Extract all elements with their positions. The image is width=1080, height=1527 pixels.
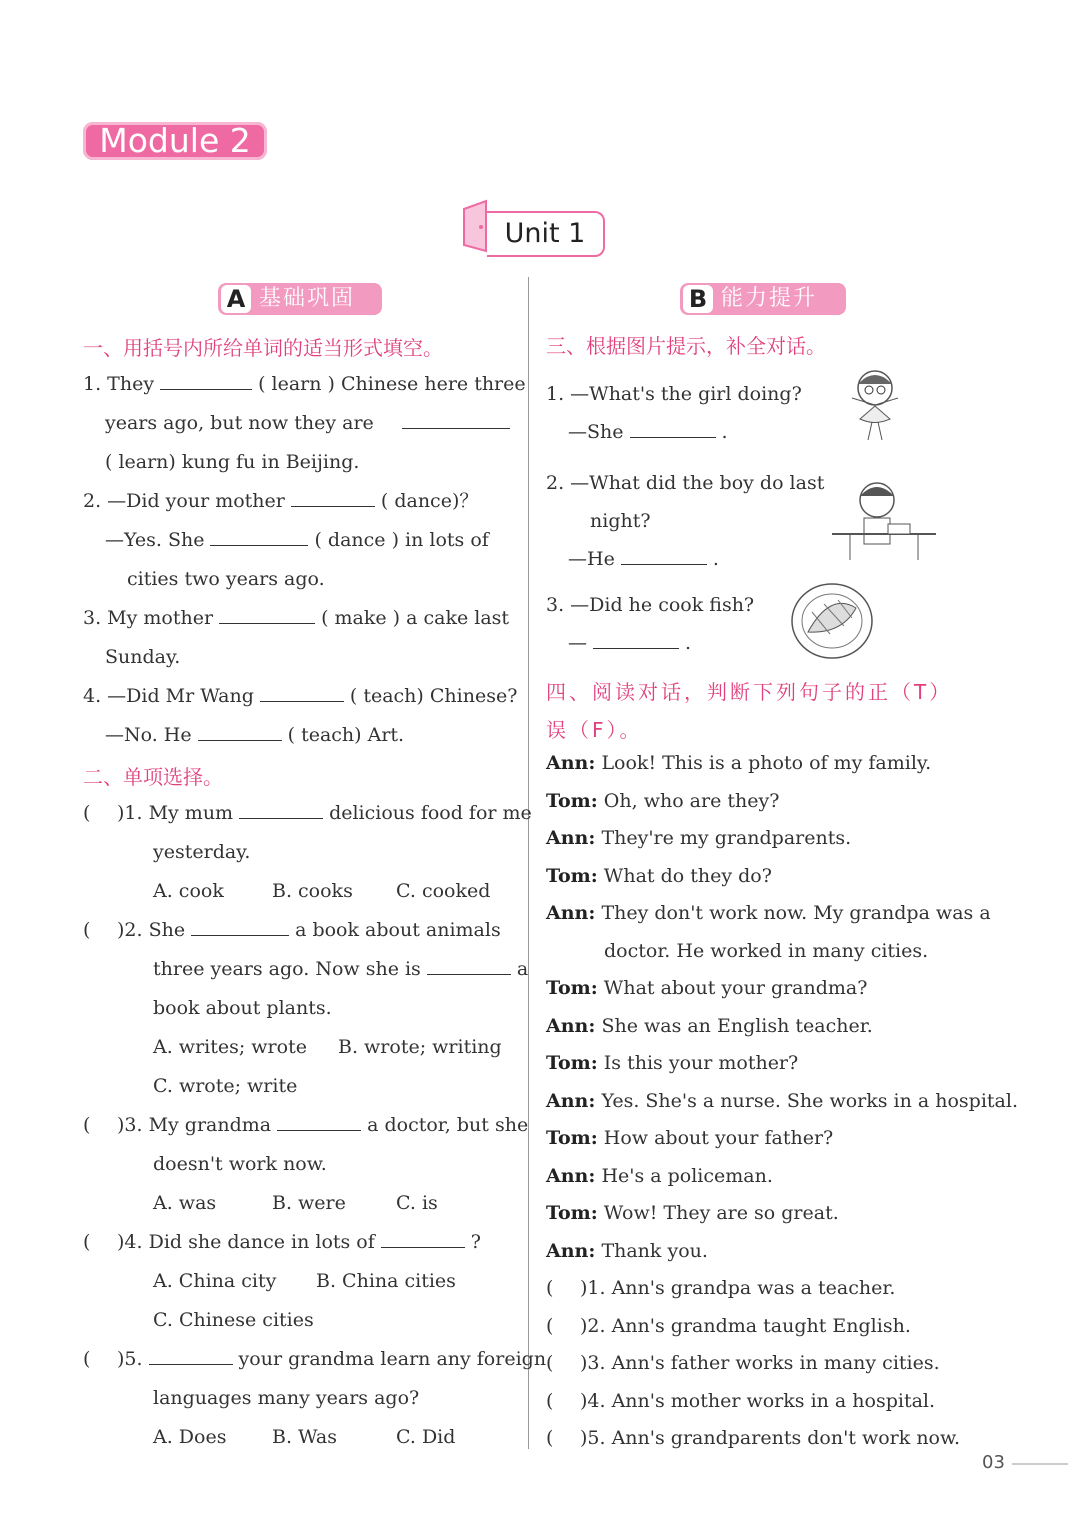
part2-heading: 二、单项选择。 [83, 765, 223, 789]
mc-q1-c: C. cooked [396, 880, 491, 902]
q2-line1: 2. —Did your mother ( dance)？ [83, 490, 479, 512]
mc-q4-a: A. China city [153, 1270, 277, 1292]
dialogue-line: Ann: They're my grandparents. [546, 827, 852, 849]
mc-q4: ( )4. Did she dance in lots of ? [83, 1231, 481, 1253]
mc-q3: ( )3. My grandma a doctor, but she [83, 1114, 529, 1136]
mc-q4-b: B. China cities [316, 1270, 456, 1292]
dialogue-line: Ann: They don't work now. My grandpa was a [546, 902, 991, 924]
dialogue-line: Ann: Thank you. [546, 1239, 708, 1262]
mc-q2-cont2: book about plants. [153, 997, 332, 1019]
p3-q2c: —He . [568, 548, 719, 570]
part4-heading-1: 四、阅读对话，判断下列句子的正（T） [546, 680, 953, 704]
mc-q5: ( )5. your grandma learn any foreign [83, 1348, 547, 1370]
p3-q3a: 3. —Did he cook fish? [546, 594, 755, 616]
tf-item: ( )3. Ann's father works in many cities. [546, 1352, 940, 1374]
part4-heading-2: 误（F）。 [546, 718, 643, 742]
mc-q3-b: B. were [272, 1192, 346, 1214]
part1-heading: 一、用括号内所给单词的适当形式填空。 [83, 336, 443, 360]
page-number: 03 [982, 1452, 1005, 1473]
section-b-letter: B [683, 285, 713, 313]
p3-q3b: — . [568, 632, 692, 654]
mc-q2-b: B. wrote; writing [338, 1036, 502, 1058]
boy-homework-icon [832, 478, 936, 560]
part3-heading: 三、根据图片提示，补全对话。 [546, 334, 826, 358]
mc-q1-cont: yesterday. [153, 841, 251, 863]
mc-q2-a: A. writes; wrote [153, 1036, 307, 1058]
dialogue-line: Ann: He's a policeman. [546, 1164, 773, 1187]
dialogue-line: Tom: How about your father? [546, 1127, 834, 1149]
section-a-badge [218, 283, 382, 315]
tf-item: ( )1. Ann's grandpa was a teacher. [546, 1277, 896, 1299]
unit-title: Unit 1 [487, 211, 605, 257]
dialogue-line: Tom: Wow! They are so great. [546, 1202, 839, 1224]
q4-line1: 4. —Did Mr Wang ( teach) Chinese? [83, 685, 518, 707]
mc-q5-a: A. Does [153, 1426, 227, 1448]
mc-q2-c: C. wrote; write [153, 1075, 298, 1097]
p3-q1b: —She . [568, 421, 728, 443]
mc-q1: ( )1. My mum delicious food for me [83, 802, 532, 824]
q2-line2: —Yes. She ( dance ) in lots of [105, 529, 489, 551]
mc-q1-a: A. cook [153, 880, 224, 902]
q3-line1: 3. My mother ( make ) a cake last [83, 607, 510, 629]
dialogue-line: Tom: What about your grandma? [546, 977, 868, 999]
q3-line2: Sunday. [105, 646, 181, 668]
mc-q5-b: B. Was [272, 1426, 337, 1448]
mc-q5-c: C. Did [396, 1426, 456, 1448]
dialogue-line: Ann: She was an English teacher. [546, 1014, 873, 1037]
mc-q2: ( )2. She a book about animals [83, 919, 501, 941]
p3-q1a: 1. —What's the girl doing? [546, 383, 802, 405]
dialogue-line: Tom: Is this your mother? [546, 1052, 799, 1074]
section-a-letter: A [221, 285, 251, 313]
p3-q2a: 2. —What did the boy do last [546, 472, 825, 494]
dialogue-line: doctor. He worked in many cities. [604, 939, 929, 962]
q2-line3: cities two years ago. [127, 568, 325, 590]
mc-q3-cont: doesn't work now. [153, 1153, 327, 1175]
section-a-title: 基础巩固 [259, 286, 356, 311]
mc-q1-b: B. cooks [272, 880, 353, 902]
tf-item: ( )4. Ann's mother works in a hospital. [546, 1389, 936, 1412]
dialogue-line: Tom: What do they do? [546, 864, 772, 887]
page-number-rule [1012, 1463, 1068, 1465]
fish-dish-icon [790, 582, 874, 660]
section-b-badge [680, 283, 846, 315]
mc-q3-a: A. was [153, 1192, 217, 1214]
section-b-title: 能力提升 [721, 286, 818, 311]
mc-q5-cont: languages many years ago? [153, 1387, 420, 1409]
ballet-girl-icon [840, 364, 910, 444]
q1-line3: ( learn) kung fu in Beijing. [105, 451, 360, 473]
mc-q4-c: C. Chinese cities [153, 1309, 314, 1331]
mc-q3-c: C. is [396, 1192, 438, 1214]
mc-q2-cont1: three years ago. Now she is a [153, 958, 529, 980]
door-icon [462, 199, 490, 253]
dialogue-line: Ann: Look! This is a photo of my family. [546, 752, 932, 774]
q1-line1: 1. They ( learn ) Chinese here three [83, 373, 526, 395]
tf-item: ( )2. Ann's grandma taught English. [546, 1314, 911, 1337]
dialogue-line: Ann: Yes. She's a nurse. She works in a hospital. [546, 1089, 1018, 1112]
q1-line2: years ago, but now they are [105, 410, 516, 436]
module-title: Module 2 [83, 122, 267, 160]
column-divider [528, 277, 529, 1449]
p3-q2b: night? [590, 510, 651, 532]
dialogue-line: Tom: Oh, who are they? [546, 789, 780, 812]
q4-line2: —No. He ( teach) Art. [105, 724, 405, 746]
tf-item: ( )5. Ann's grandparents don't work now. [546, 1427, 961, 1449]
